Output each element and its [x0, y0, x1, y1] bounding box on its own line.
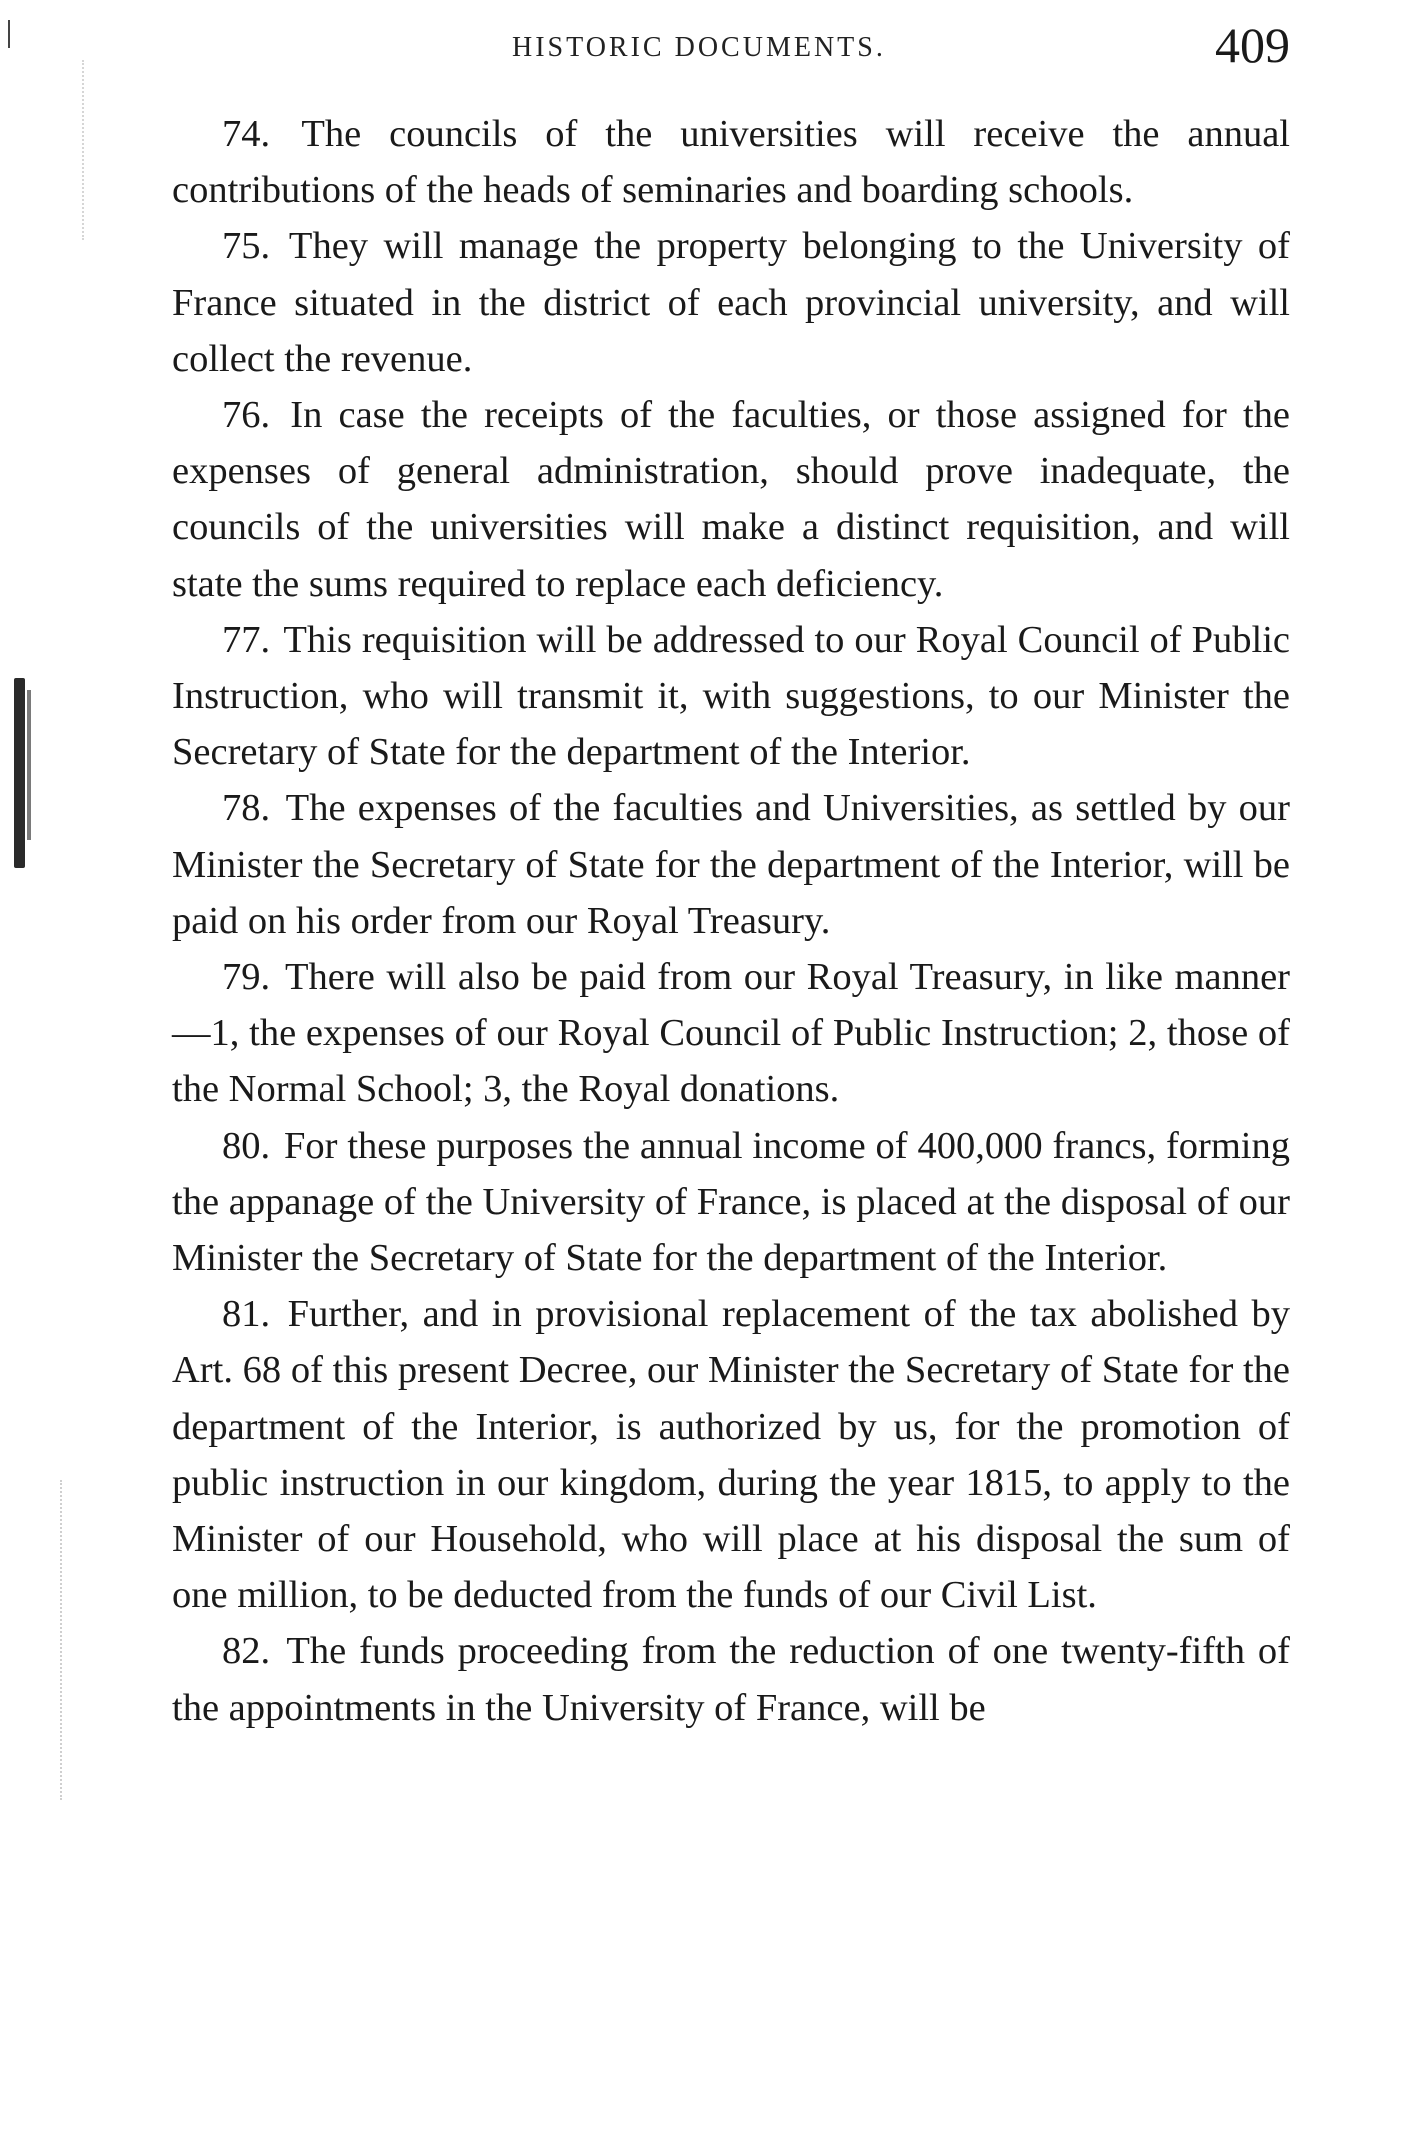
article-text: This requisition will be addressed to our Royal Council of Public Instruction, who will transmit it, with suggestions, to our Minister the Secretary of State for the department of the Interior.	[172, 618, 1290, 774]
paragraph-74	[172, 106, 1290, 218]
article-text: In case the receipts of the faculties, or those assigned for the expenses of general administration, should prove inadequate, the councils of the universities will make a distinct requisition, and will state the sums required to replace each deficiency.	[172, 394, 1290, 605]
paragraph-81	[172, 1286, 1290, 1623]
paragraph-82	[172, 1623, 1290, 1735]
paragraph-79	[172, 949, 1290, 1118]
scan-binding-shadow	[14, 678, 25, 868]
paragraph-80	[172, 1118, 1290, 1287]
article-number: 76.	[222, 394, 271, 437]
article-text: The councils of the universities will receive the annual contributions of the heads of seminaries and boarding schools.	[172, 113, 1290, 212]
running-head: HISTORIC DOCUMENTS.	[512, 32, 886, 63]
paragraph-75	[172, 218, 1290, 387]
article-number: 77.	[222, 618, 271, 661]
article-number: 80.	[222, 1124, 271, 1167]
article-number: 81.	[222, 1293, 271, 1336]
article-text: Further, and in provisional replacement of the tax abolished by Art. 68 of this present Decree, our Minister the Secretary of State for the department of the Interior, is authorized by us, for the promotion of public instruction in our kingdom, during the year 1815, to apply to the Minister of our Household, who will place at his disposal the sum of one million, to be deducted from the funds of our Civil List.	[172, 1293, 1291, 1617]
paragraph-78	[172, 780, 1290, 949]
article-text: There will also be paid from our Royal Treasury, in like manner—1, the expenses of our Royal Council of Public Instruction; 2, those of the Normal School; 3, the Royal donations.	[172, 956, 1290, 1111]
scan-binding-shadow-edge	[27, 690, 31, 840]
page-number: 409	[1215, 17, 1290, 73]
article-number: 74.	[222, 113, 271, 155]
page-header	[172, 17, 1290, 92]
article-text: The expenses of the faculties and Universities, as settled by our Minister the Secretary of State for the department of the Interior, will be paid on his order from our Royal Treasury.	[172, 787, 1290, 942]
article-number: 82.	[222, 1630, 271, 1673]
article-text: For these purposes the annual income of 400,000 francs, forming the appanage of the University of France, is placed at the disposal of our Minister the Secretary of State for the department of the Interior.	[172, 1124, 1290, 1280]
article-text: They will manage the property belonging to the University of France situated in the district of each provincial university, and will collect the revenue.	[172, 225, 1290, 380]
body-text	[172, 106, 1290, 1736]
scan-noise	[60, 1480, 64, 1800]
article-number: 79.	[222, 956, 271, 999]
scan-mark	[8, 20, 10, 48]
paragraph-76	[172, 387, 1290, 612]
article-number: 78.	[222, 787, 271, 830]
article-text: The funds proceeding from the reduction of one twenty-fifth of the appointments in the University of France, will be	[172, 1630, 1290, 1729]
article-number: 75.	[222, 225, 271, 268]
paragraph-77	[172, 612, 1290, 781]
scan-noise	[82, 60, 86, 240]
